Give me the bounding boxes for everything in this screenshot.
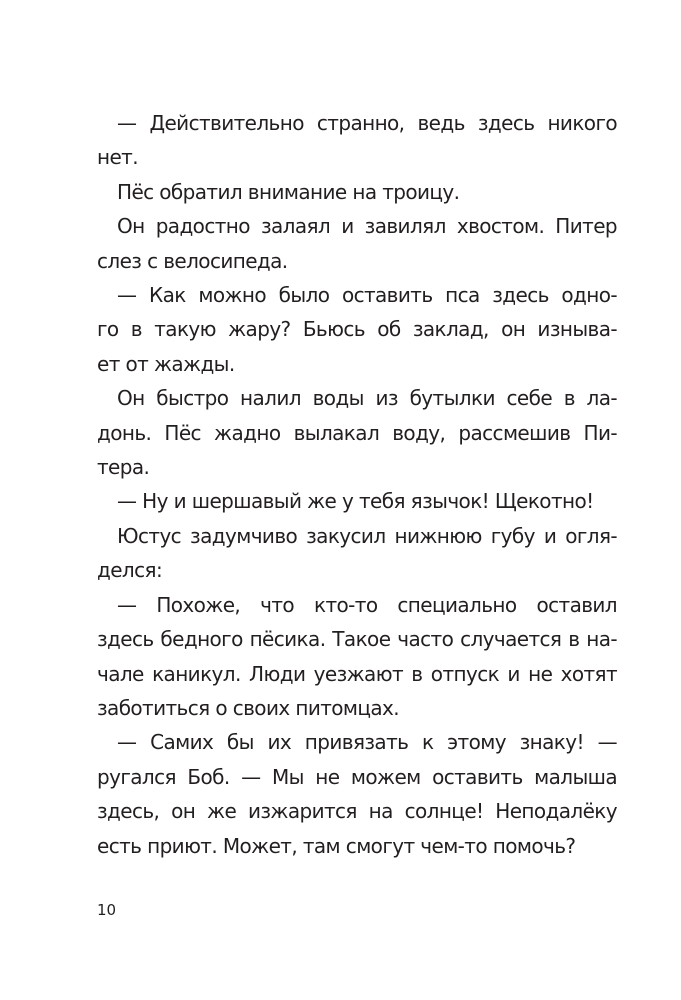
paragraph-7 — [97, 519, 617, 588]
text-line: Пёс обратил внимание на троицу. — [117, 179, 460, 204]
text-line: — Действительно странно, ведь здесь никого — [117, 111, 617, 135]
paragraph-8 — [97, 588, 617, 726]
paragraph-3 — [97, 209, 617, 278]
paragraph-1 — [97, 106, 617, 175]
text-line: заботиться о своих питомцах. — [97, 695, 400, 720]
paragraph-4 — [97, 278, 617, 381]
text-line: — Самих бы их привязать к этому знаку! — — [117, 730, 617, 755]
text-line: го в такую жару? Бьюсь об заклад, он изныва- — [97, 317, 617, 342]
text-line: Он быстро налил воды из бутылки себе в ла- — [117, 386, 617, 411]
text-line: донь. Пёс жадно вылакал воду, рассмешив Пи- — [97, 420, 617, 445]
paragraph-5 — [97, 381, 617, 484]
text-line: ет от жажды. — [97, 351, 235, 376]
text-line: — Ну и шершавый же у тебя язычок! Щекотно! — [117, 489, 594, 514]
text-line: Юстус задумчиво закусил нижнюю губу и огля- — [117, 523, 617, 548]
text-line: — Похоже, что кто-то специально оставил — [117, 592, 617, 617]
paragraph-2 — [97, 175, 617, 209]
text-line: ругался Боб. — Мы не можем оставить малыша — [97, 764, 617, 789]
paragraph-6 — [97, 484, 617, 518]
text-line: здесь бедного пёсика. Такое часто случается в на- — [97, 627, 617, 652]
body-text — [97, 106, 617, 863]
paragraph-9 — [97, 725, 617, 863]
text-line: чале каникул. Люди уезжают в отпуск и не хотят — [97, 661, 617, 686]
page-number: 10 — [97, 901, 117, 919]
text-line: слез с велосипеда. — [97, 248, 288, 273]
text-line: делся: — [97, 558, 163, 583]
text-line: — Как можно было оставить пса здесь одно- — [117, 283, 617, 308]
text-line: здесь, он же изжарится на солнце! Неподалёку — [97, 799, 617, 824]
text-line: Он радостно залаял и завилял хвостом. Питер — [117, 214, 617, 239]
text-line: тера. — [97, 455, 150, 480]
text-line: есть приют. Может, там смогут чем-то помочь? — [97, 833, 576, 858]
text-line: нет. — [97, 145, 138, 170]
